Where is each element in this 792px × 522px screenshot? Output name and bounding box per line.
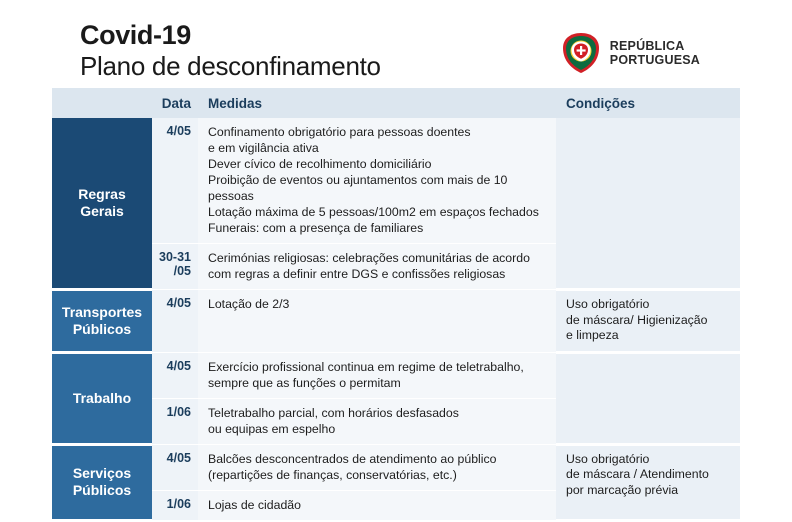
date-cell: 4/05 xyxy=(152,352,198,398)
brand-wordmark xyxy=(610,39,700,68)
date-cell: 30-31 /05 xyxy=(152,244,198,290)
conditions-cell xyxy=(556,352,740,444)
table-row xyxy=(52,352,740,398)
header-date: Data xyxy=(152,88,198,118)
date-cell: 4/05 xyxy=(152,290,198,353)
title-primary: Covid-19 xyxy=(80,20,191,50)
brand-line-2: PORTUGUESA xyxy=(609,53,700,67)
table-row xyxy=(52,290,740,353)
measure-line: Dever cívico de recolhimento domiciliário xyxy=(208,157,432,171)
conditions-cell: Uso obrigatório de máscara/ Higienização e limpeza xyxy=(556,290,740,353)
measures-cell xyxy=(198,118,556,244)
date-cell: 1/06 xyxy=(152,398,198,444)
table-row xyxy=(52,444,740,490)
header xyxy=(0,0,792,88)
measure-line: Lojas de cidadão xyxy=(208,497,301,512)
conditions-cell: Uso obrigatório de máscara / Atendimento por marcação prévia xyxy=(556,444,740,520)
measure-line: sempre que as funções o permitam xyxy=(208,375,401,390)
page-title xyxy=(80,20,381,82)
measure-line: e em vigilância ativa xyxy=(208,141,319,155)
header-conditions: Condições xyxy=(556,88,740,118)
measure-line: Cerimónias religiosas: celebrações comunitárias de acordo xyxy=(208,251,530,265)
measures-cell xyxy=(198,398,556,444)
table-row xyxy=(52,118,740,244)
category-cell-regras-gerais: Regras Gerais xyxy=(52,118,152,290)
table-header-row xyxy=(52,88,740,118)
measure-line: Lotação máxima de 5 pessoas/100m2 em espaços fechados xyxy=(208,205,539,219)
date-cell: 1/06 xyxy=(152,490,198,520)
measure-line: (repartições de finanças, conservatórias, etc.) xyxy=(208,467,457,482)
header-measures: Medidas xyxy=(198,88,556,118)
measure-line: com regras a definir entre DGS e confissões religiosas xyxy=(208,267,506,281)
measure-line: Lotação de 2/3 xyxy=(208,297,290,311)
category-cell-servicos-publicos: Serviços Públicos xyxy=(52,444,152,520)
category-cell-trabalho: Trabalho xyxy=(52,352,152,444)
measure-line: ou equipas em espelho xyxy=(208,421,336,436)
plan-table-container xyxy=(52,88,740,522)
plan-table xyxy=(52,88,740,522)
header-category xyxy=(52,88,152,118)
measure-line: Teletrabalho parcial, com horários desfasados xyxy=(208,405,459,420)
measure-line: Confinamento obrigatório para pessoas doentes xyxy=(208,125,471,139)
title-secondary: Plano de desconfinamento xyxy=(80,51,381,81)
measure-line: Balcões desconcentrados de atendimento ao público xyxy=(208,451,497,466)
portugal-shield-icon xyxy=(561,32,601,74)
measures-cell xyxy=(198,244,556,290)
category-cell-transportes-publicos: Transportes Públicos xyxy=(52,290,152,353)
measures-cell xyxy=(198,290,556,353)
measure-line: Proibição de eventos ou ajuntamentos com mais de 10 pessoas xyxy=(208,173,508,203)
conditions-cell xyxy=(556,118,740,290)
measures-cell xyxy=(198,490,556,520)
date-cell: 4/05 xyxy=(152,118,198,244)
brand-line-1: REPÚBLICA xyxy=(609,38,685,53)
measure-line: Funerais: com a presença de familiares xyxy=(208,221,424,235)
measures-cell xyxy=(198,444,556,490)
measure-line: Exercício profissional continua em regime de teletrabalho, xyxy=(208,359,524,374)
republica-portuguesa-logo xyxy=(561,32,700,74)
date-cell: 4/05 xyxy=(152,444,198,490)
measures-cell xyxy=(198,352,556,398)
